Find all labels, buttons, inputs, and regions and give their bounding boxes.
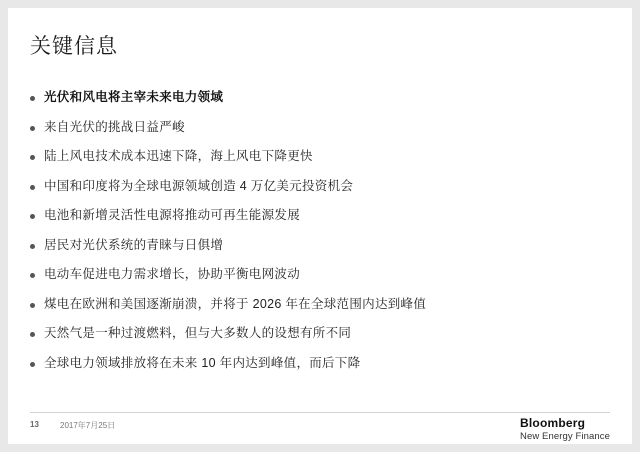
list-item-label: 煤电在欧洲和美国逐渐崩溃，并将于 2026 年在全球范围内达到峰值 xyxy=(44,296,427,311)
list-item xyxy=(30,90,612,105)
list-item xyxy=(30,267,612,282)
footer-divider xyxy=(30,412,610,413)
bullet-dot-icon xyxy=(30,332,35,337)
bullet-dot-icon xyxy=(30,96,35,101)
bullet-dot-icon xyxy=(30,126,35,131)
logo-secondary-text: New Energy Finance xyxy=(520,431,610,442)
page-title: 关键信息 xyxy=(30,35,118,58)
list-item-label: 全球电力领域排放将在未来 10 年内达到峰值，而后下降 xyxy=(44,355,361,370)
list-item xyxy=(30,120,612,135)
list-item xyxy=(30,179,612,194)
list-item-label: 居民对光伏系统的青睐与日俱增 xyxy=(44,237,224,252)
list-item xyxy=(30,208,612,223)
bullet-dot-icon xyxy=(30,362,35,367)
list-item xyxy=(30,326,612,341)
list-item-label: 天然气是一种过渡燃料，但与大多数人的设想有所不同 xyxy=(44,326,352,340)
bullet-dot-icon xyxy=(30,303,35,308)
list-item xyxy=(30,297,612,312)
bullet-dot-icon xyxy=(30,155,35,160)
key-points-list xyxy=(30,90,612,385)
list-item-label: 来自光伏的挑战日益严峻 xyxy=(44,119,185,134)
bullet-dot-icon xyxy=(30,244,35,249)
bloomberg-logo xyxy=(520,416,610,443)
list-item xyxy=(30,149,612,164)
bullet-dot-icon xyxy=(30,273,35,278)
list-item-label: 电动车促进电力需求增长，协助平衡电网波动 xyxy=(44,267,301,281)
logo-primary-text: Bloomberg xyxy=(520,416,586,430)
list-item-label: 中国和印度将为全球电源领域创造 4 万亿美元投资机会 xyxy=(44,178,354,193)
list-item-label: 电池和新增灵活性电源将推动可再生能源发展 xyxy=(44,208,301,222)
list-item-label: 光伏和风电将主宰未来电力领域 xyxy=(44,90,224,104)
list-item xyxy=(30,238,612,253)
page-number: 13 xyxy=(30,420,39,429)
list-item-label: 陆上风电技术成本迅速下降，海上风电下降更快 xyxy=(44,149,313,163)
list-item xyxy=(30,356,612,371)
slide-canvas xyxy=(8,8,632,444)
bullet-dot-icon xyxy=(30,185,35,190)
slide-date: 2017年7月25日 xyxy=(60,421,116,430)
bullet-dot-icon xyxy=(30,214,35,219)
